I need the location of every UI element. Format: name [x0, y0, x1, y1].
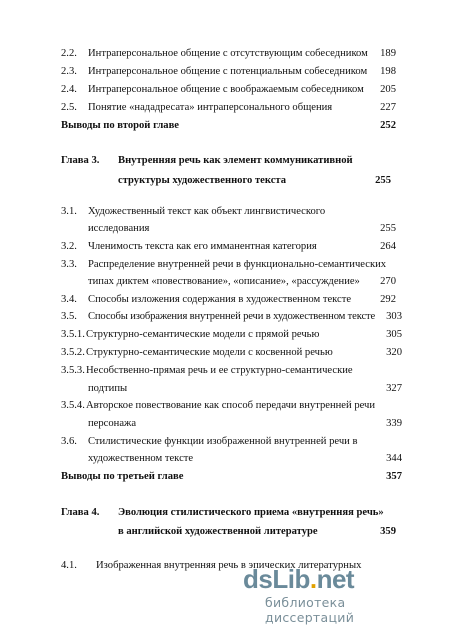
toc-number: Глава 4. — [61, 507, 100, 518]
toc-title: Выводы по третьей главе — [61, 471, 184, 482]
logo-main: dsLib — [243, 564, 310, 594]
toc-title: Эволюция стилистического приема «внутренняя речь» — [118, 507, 384, 518]
toc-title: Членимость текста как его имманентная категория — [88, 241, 317, 252]
toc-page: 357 — [386, 471, 402, 482]
toc-number: 2.5. — [61, 102, 77, 113]
toc-page: 292 — [380, 294, 396, 305]
toc-title: Понятие «нададресата» интраперсонального общения — [88, 102, 333, 113]
toc-title: Стилистические функции изображенной внутренней речи в — [88, 436, 358, 447]
toc-title: Способы изображения внутренней речи в художественном тексте — [88, 311, 376, 322]
toc-number: 3.3. — [61, 259, 77, 270]
dslib-watermark — [243, 564, 438, 625]
toc-number: 3.5.1. — [61, 329, 85, 340]
toc-title: Выводы по второй главе — [61, 120, 179, 131]
toc-title: художественном тексте — [88, 453, 194, 464]
toc-title: Интраперсональное общение с отсутствующим собеседником — [88, 48, 368, 59]
toc-page: 255 — [375, 175, 391, 186]
toc-number: 3.5.3. — [61, 365, 85, 376]
toc-page: 339 — [386, 418, 402, 429]
dslib-logo — [243, 564, 438, 594]
toc-page: 264 — [380, 241, 396, 252]
toc-title: Изображенная внутренняя речь в эпических литературных — [96, 560, 362, 571]
toc-page: 305 — [386, 329, 402, 340]
toc-number: 3.1. — [61, 206, 77, 217]
toc-number: 3.6. — [61, 436, 77, 447]
toc-number: 3.2. — [61, 241, 77, 252]
toc-title: Интраперсональное общение с воображаемым собеседником — [88, 84, 364, 95]
toc-number: 3.5.2. — [61, 347, 85, 358]
toc-page: 320 — [386, 347, 402, 358]
toc-title: типах диктем «повествование», «описание», «рассуждение» — [88, 276, 360, 287]
toc-title: Структурно-семантические модели с прямой речью — [86, 329, 320, 340]
toc-page: 344 — [386, 453, 402, 464]
toc-number: 2.3. — [61, 66, 77, 77]
toc-number: 4.1. — [61, 560, 77, 571]
toc-title: подтипы — [88, 383, 128, 394]
toc-number: 3.4. — [61, 294, 77, 305]
toc-number: Глава 3. — [61, 155, 100, 166]
toc-title: Художественный текст как объект лингвистического — [88, 206, 326, 217]
toc-number: 2.4. — [61, 84, 77, 95]
toc-page: 227 — [380, 102, 396, 113]
toc-title: Распределение внутренней речи в функционально-семантических — [88, 259, 387, 270]
logo-tld: net — [316, 564, 355, 594]
toc-title: Способы изложения содержания в художественном тексте — [88, 294, 352, 305]
toc-page: 198 — [380, 66, 396, 77]
toc-page: 359 — [380, 526, 396, 537]
toc-title: Несобственно-прямая речь и ее структурно-семантические — [86, 365, 353, 376]
toc-title: Интраперсональное общение с потенциальным собеседником — [88, 66, 368, 77]
logo-subtitle: библиотека диссертаций — [265, 595, 355, 625]
toc-title: Внутренняя речь как элемент коммуникативной — [118, 155, 353, 166]
toc-title: исследования — [88, 223, 150, 234]
toc-page: 205 — [380, 84, 396, 95]
logo-dot: . — [309, 564, 317, 594]
toc-title: в английской художественной литературе — [118, 526, 318, 537]
toc-number: 3.5.4. — [61, 400, 85, 411]
toc-title: Структурно-семантические модели с косвенной речью — [86, 347, 333, 358]
toc-number: 3.5. — [61, 311, 77, 322]
toc-page: 255 — [380, 223, 396, 234]
toc-page: 189 — [380, 48, 396, 59]
toc-number: 2.2. — [61, 48, 77, 59]
toc-title: Авторское повествование как способ передачи внутренней речи — [86, 400, 376, 411]
toc-page: 327 — [386, 383, 402, 394]
toc-page: 252 — [380, 120, 396, 131]
toc-title: персонажа — [88, 418, 137, 429]
toc-page: 270 — [380, 276, 396, 287]
toc-page: 303 — [386, 311, 402, 322]
toc-title: структуры художественного текста — [118, 175, 287, 186]
